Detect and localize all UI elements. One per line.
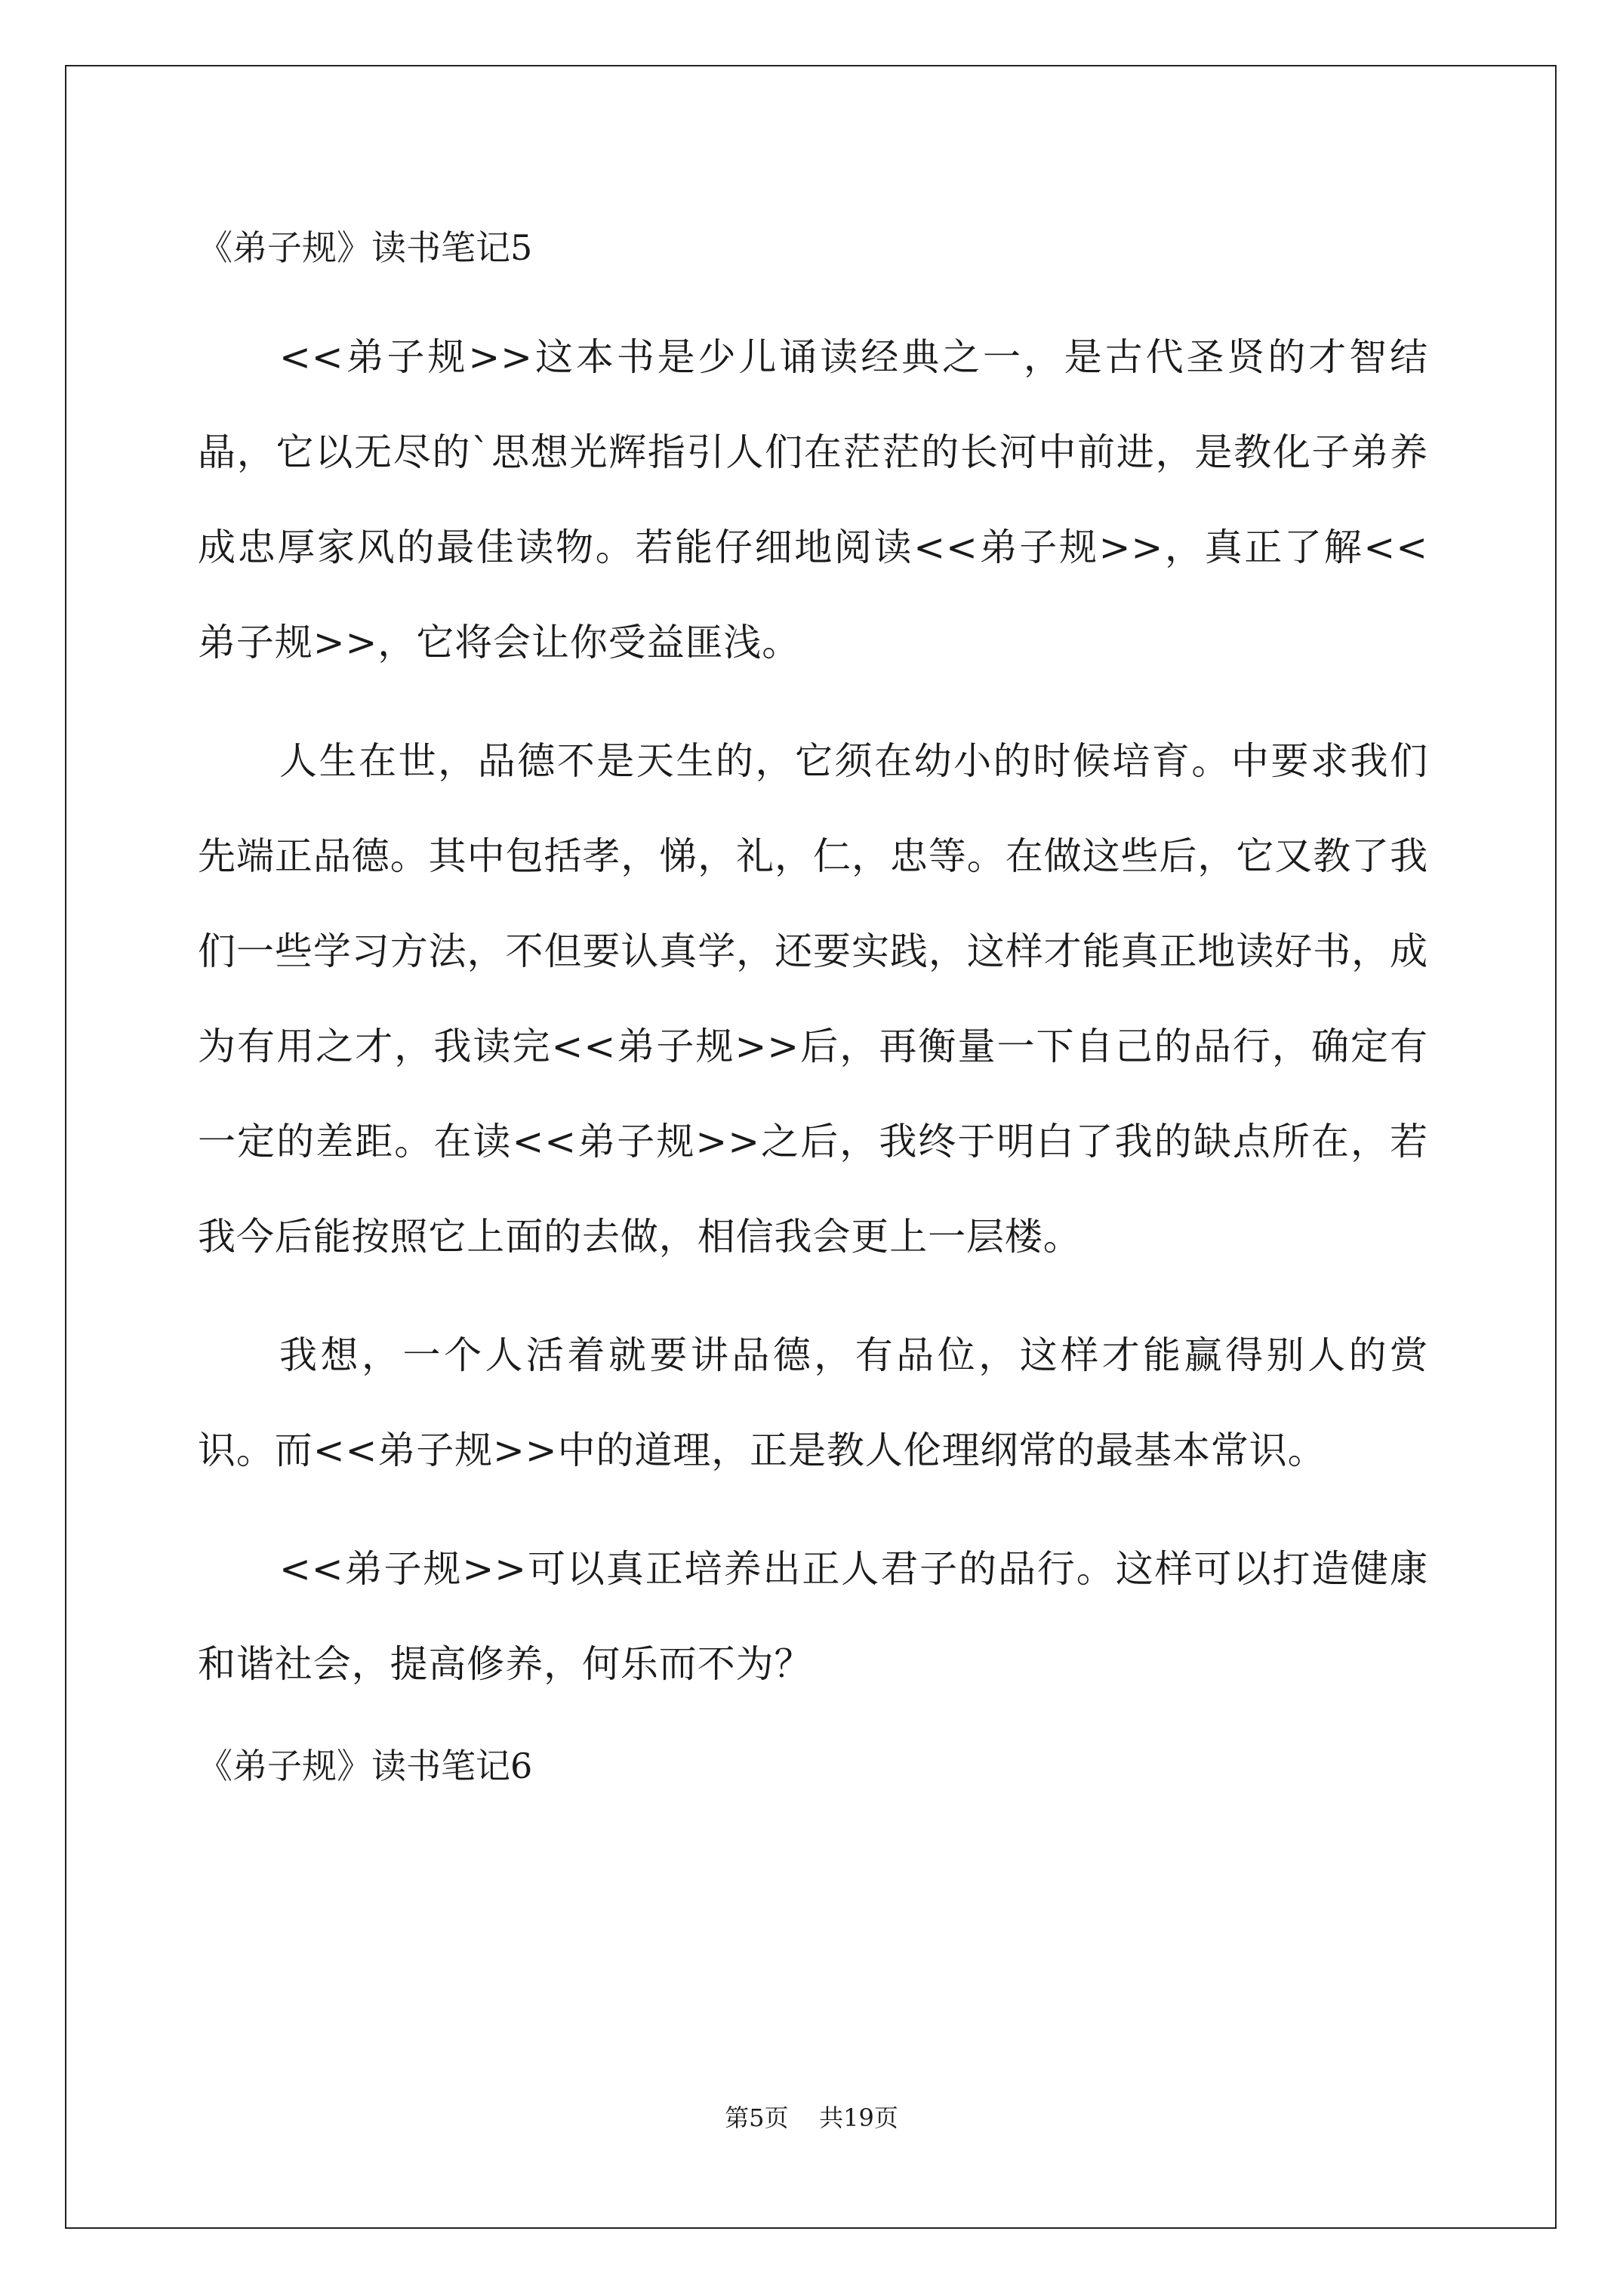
document-body	[198, 219, 1428, 1795]
section-title-6: 《弟子规》读书笔记6	[198, 1746, 533, 1786]
paragraph-3: 我想，一个人活着就要讲品德，有品位，这样才能赢得别人的赏识。而<<弟子规>>中的道理，正是教人伦理纲常的最基本常识。	[198, 1333, 1428, 1472]
section-title-5: 《弟子规》读书笔记5	[198, 227, 533, 268]
paragraph-1: <<弟子规>>这本书是少儿诵读经典之一，是古代圣贤的才智结晶，它以无尽的`思想光辉指引人们在茫茫的长河中前进，是教化子弟养成忠厚家风的最佳读物。若能仔细地阅读<<弟子规>>，真正了解<<弟子规>>，它将会让你受益匪浅。	[198, 335, 1428, 664]
paragraph-2: 人生在世，品德不是天生的，它须在幼小的时候培育。中要求我们先端正品德。其中包括孝，悌，礼，仁，忠等。在做这些后，它又教了我们一些学习方法，不但要认真学，还要实践，这样才能真正地读好书，成为有用之才，我读完<<弟子规>>后，再衡量一下自己的品行，确定有一定的差距。在读<<弟子规>>之后，我终于明白了我的缺点所在，若我今后能按照它上面的去做，相信我会更上一层楼。	[198, 739, 1428, 1259]
page-number-footer: 第5页 共19页	[725, 2103, 898, 2132]
paragraph-4: <<弟子规>>可以真正培养出正人君子的品行。这样可以打造健康和谐社会，提高修养，何乐而不为？	[198, 1547, 1428, 1686]
